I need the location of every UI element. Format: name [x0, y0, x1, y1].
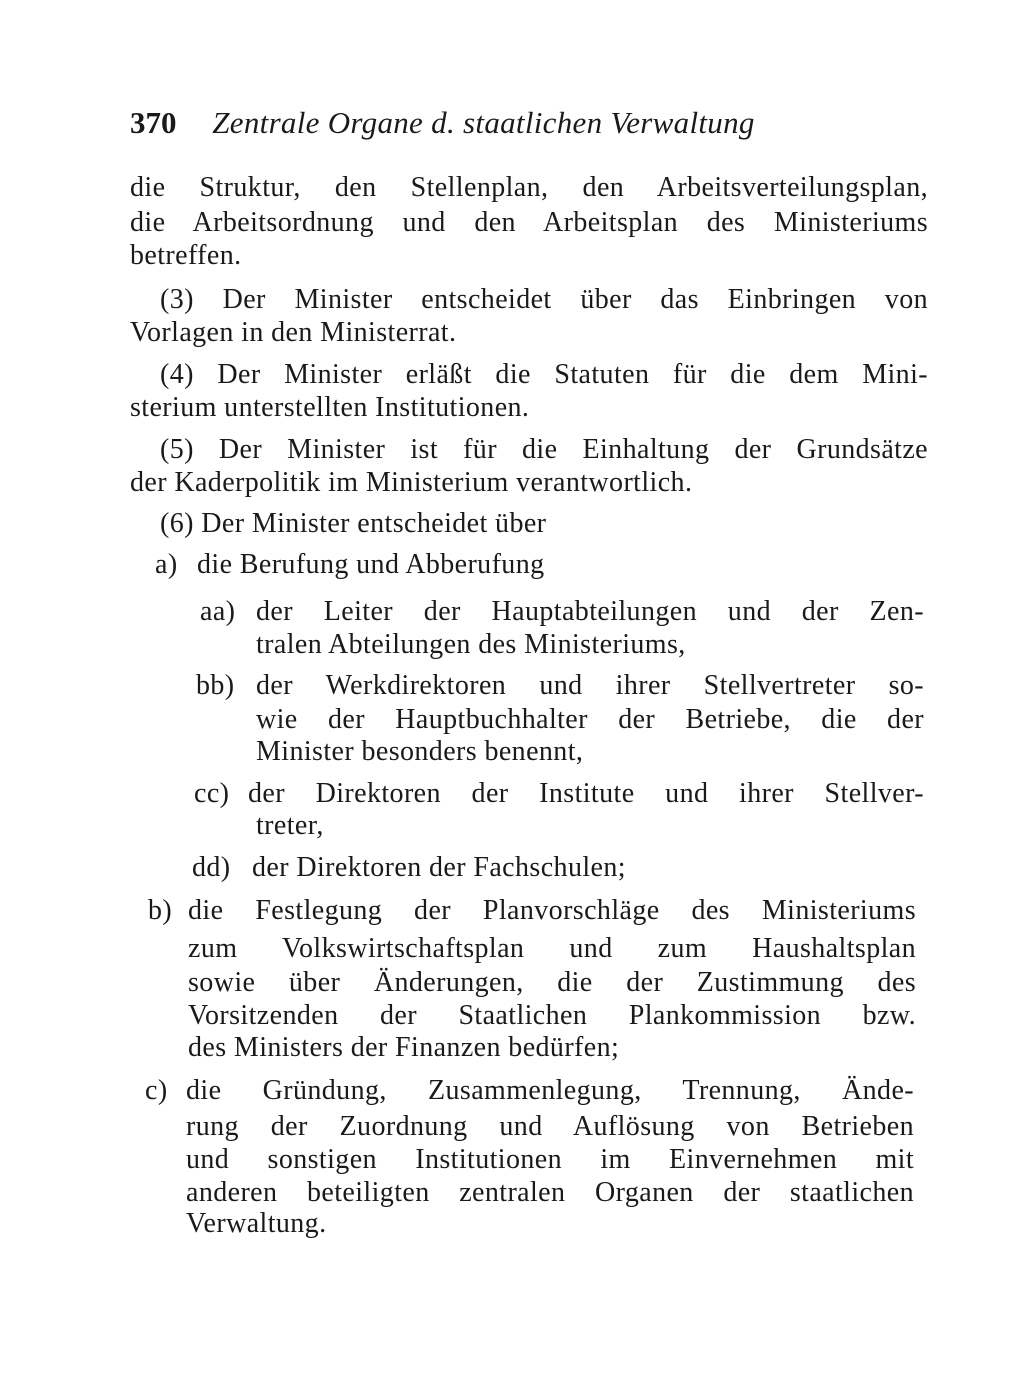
list-label: bb) [196, 670, 235, 701]
page-header [130, 98, 850, 148]
list-label: c) [145, 1075, 168, 1106]
text-line: die Berufung und Abberufung [197, 549, 545, 580]
text-line: Verwaltung. [186, 1208, 327, 1239]
text-line: sowie über Änderungen, die der Zustimmung des [188, 967, 916, 998]
text-line: rung der Zuordnung und Auflösung von Betrieben [186, 1111, 914, 1142]
text-line: zum Volkswirtschaftsplan und zum Haushaltsplan [188, 933, 916, 964]
text-line: sterium unterstellten Institutionen. [130, 392, 530, 423]
text-line: der Werkdirektoren und ihrer Stellvertreter so- [256, 670, 924, 701]
list-label: cc) [194, 778, 230, 809]
text-line: die Arbeitsordnung und den Arbeitsplan des Ministeriums [130, 207, 928, 238]
text-line: (5) Der Minister ist für die Einhaltung der Grundsätze [160, 434, 928, 465]
text-line: wie der Hauptbuchhalter der Betriebe, die der [256, 704, 924, 735]
list-label: aa) [200, 596, 236, 627]
list-label: b) [148, 895, 173, 926]
text-line: (3) Der Minister entscheidet über das Einbringen von [160, 284, 928, 315]
text-line: der Kaderpolitik im Ministerium verantwortlich. [130, 467, 693, 498]
text-line: (6) Der Minister entscheidet über [160, 508, 547, 539]
text-line: Vorlagen in den Ministerrat. [130, 317, 457, 348]
text-line: tralen Abteilungen des Ministeriums, [256, 629, 686, 660]
text-line: der Leiter der Hauptabteilungen und der Zen- [256, 596, 924, 627]
list-label: a) [155, 549, 178, 580]
text-line: die Gründung, Zusammenlegung, Trennung, Ände- [186, 1075, 914, 1106]
text-line: des Ministers der Finanzen bedürfen; [188, 1032, 620, 1063]
text-line: (4) Der Minister erläßt die Statuten für die dem Mini- [160, 359, 928, 390]
text-line: die Struktur, den Stellenplan, den Arbeitsverteilungsplan, [130, 172, 928, 203]
text-line: betreffen. [130, 240, 242, 271]
running-title: Zentrale Organe d. staatlichen Verwaltung [212, 105, 755, 140]
text-line: treter, [256, 810, 324, 841]
text-line: Vorsitzenden der Staatlichen Plankommission bzw. [188, 1000, 916, 1031]
text-line: anderen beteiligten zentralen Organen der staatlichen [186, 1177, 914, 1208]
page-number: 370 [130, 105, 177, 140]
text-line: der Direktoren der Institute und ihrer Stellver- [248, 778, 924, 809]
text-line: die Festlegung der Planvorschläge des Ministeriums [188, 895, 916, 926]
list-label: dd) [192, 852, 231, 883]
text-line: der Direktoren der Fachschulen; [252, 852, 626, 883]
text-line: Minister besonders benennt, [256, 736, 584, 767]
text-line: und sonstigen Institutionen im Einvernehmen mit [186, 1144, 914, 1175]
